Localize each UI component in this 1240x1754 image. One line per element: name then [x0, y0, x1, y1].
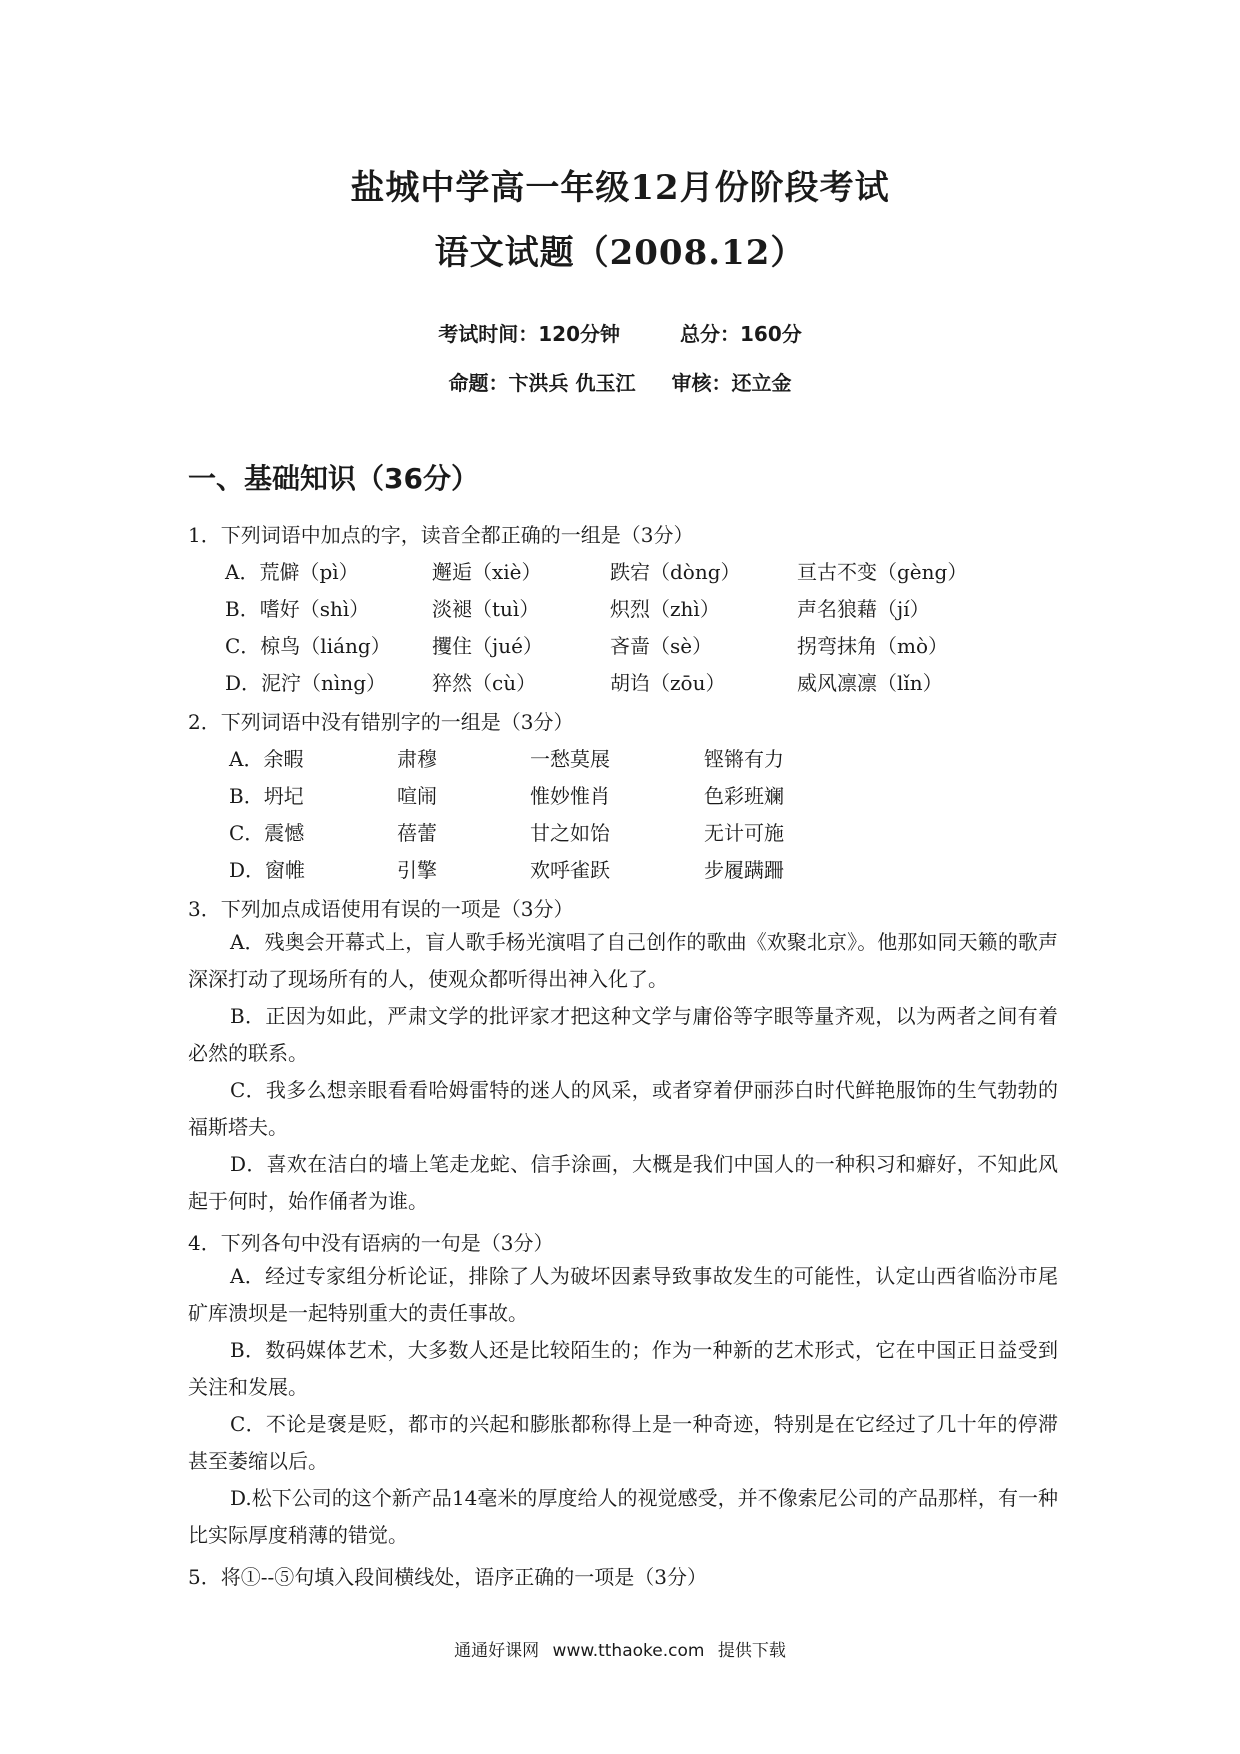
q2-option-c-3: 甘之如饴 — [530, 821, 610, 845]
q1-option-a-3: 跌宕（dòng） — [610, 560, 741, 584]
question-2-stem: 2．下列词语中没有错别字的一组是（3分） — [188, 710, 574, 734]
q2-option-d-2: 引擎 — [397, 858, 437, 882]
exam-time: 考试时间：120分钟 — [438, 322, 620, 346]
page-subtitle: 语文试题（2008.12） — [434, 233, 806, 273]
q3-option-b: B．正因为如此，严肃文学的批评家才把这种文学与庸俗等字眼等量齐观，以为两者之间有着必然的联系。 — [188, 1004, 1058, 1065]
q2-option-c-4: 无计可施 — [704, 821, 784, 845]
q4-option-b: B．数码媒体艺术，大多数人还是比较陌生的；作为一种新的艺术形式，它在中国正日益受到关注和发展。 — [188, 1338, 1058, 1399]
q1-option-d-1: D．泥泞（nìng） — [225, 671, 386, 695]
q3-option-a: A．残奥会开幕式上，盲人歌手杨光演唱了自己创作的歌曲《欢聚北京》。他那如同天籁的歌声深深打动了现场所有的人，使观众都听得出神入化了。 — [188, 930, 1058, 991]
q1-option-c-3: 吝啬（sè） — [610, 634, 713, 658]
footer-url: www.tthaoke.com — [552, 1641, 705, 1661]
q1-option-a-1: A．荒僻（pì） — [225, 560, 359, 584]
q4-option-a: A．经过专家组分析论证，排除了人为破坏因素导致事故发生的可能性，认定山西省临汾市尾矿库溃坝是一起特别重大的责任事故。 — [188, 1264, 1058, 1325]
question-1-stem: 1．下列词语中加点的字，读音全都正确的一组是（3分） — [188, 523, 694, 547]
page-title: 盐城中学高一年级12月份阶段考试 — [350, 168, 890, 208]
q2-option-b-1: B．坍圮 — [229, 784, 304, 808]
q2-option-a-4: 铿锵有力 — [704, 747, 784, 771]
q2-option-c-2: 蓓蕾 — [397, 821, 437, 845]
section-heading: 一、基础知识（36分） — [188, 462, 479, 495]
question-5-stem: 5．将①--⑤句填入段间横线处，语序正确的一项是（3分） — [188, 1565, 707, 1589]
q1-option-c-1: C．椋鸟（liáng） — [225, 634, 391, 658]
q3-option-c: C．我多么想亲眼看看哈姆雷特的迷人的风采，或者穿着伊丽莎白时代鲜艳服饰的生气勃勃的福斯塔夫。 — [188, 1078, 1058, 1139]
total-score: 总分：160分 — [680, 322, 802, 346]
q1-option-c-4: 拐弯抹角（mò） — [797, 634, 949, 658]
footer-site-name: 通通好课网 — [454, 1641, 540, 1661]
q2-option-a-2: 肃穆 — [397, 747, 437, 771]
q2-option-c-1: C．震憾 — [229, 821, 305, 845]
q1-option-d-3: 胡诌（zōu） — [610, 671, 726, 695]
q1-option-b-2: 淡褪（tuì） — [432, 597, 540, 621]
q1-option-b-1: B．嗜好（shì） — [225, 597, 370, 621]
q4-option-c: C．不论是褒是贬，都市的兴起和膨胀都称得上是一种奇迹，特别是在它经过了几十年的停滞甚至萎缩以后。 — [188, 1412, 1058, 1473]
q2-option-b-4: 色彩班斓 — [704, 784, 784, 808]
q2-option-a-3: 一愁莫展 — [530, 747, 610, 771]
q3-option-d: D．喜欢在洁白的墙上笔走龙蛇、信手涂画，大概是我们中国人的一种积习和癖好，不知此风起于何时，始作俑者为谁。 — [188, 1152, 1058, 1213]
question-3-stem: 3．下列加点成语使用有误的一项是（3分） — [188, 897, 574, 921]
q2-option-b-3: 惟妙惟肖 — [530, 784, 610, 808]
authors-line — [0, 367, 1240, 396]
q1-option-d-2: 猝然（cù） — [432, 671, 537, 695]
q2-option-d-3: 欢呼雀跃 — [530, 858, 610, 882]
q1-option-d-4: 威风凛凛（lǐn） — [797, 671, 943, 695]
question-4-stem: 4．下列各句中没有语病的一句是（3分） — [188, 1231, 554, 1255]
reviewer: 审核：还立金 — [671, 371, 792, 395]
q1-option-b-4: 声名狼藉（jí） — [797, 597, 930, 621]
q2-option-a-1: A．余暇 — [229, 747, 304, 771]
q4-option-d: D.松下公司的这个新产品14毫米的厚度给人的视觉感受，并不像索尼公司的产品那样，有一种比实际厚度稍薄的错觉。 — [188, 1486, 1058, 1547]
page-footer — [0, 1636, 1240, 1661]
q1-option-a-2: 邂逅（xiè） — [432, 560, 542, 584]
q1-option-c-2: 攫住（jué） — [432, 634, 543, 658]
q1-option-a-4: 亘古不变（gèng） — [797, 560, 968, 584]
footer-note: 提供下载 — [717, 1641, 786, 1661]
q2-option-d-1: D．窗帷 — [229, 858, 306, 882]
exam-info-line — [0, 318, 1240, 347]
q1-option-b-3: 炽烈（zhì） — [610, 597, 720, 621]
q2-option-d-4: 步履蹒跚 — [704, 858, 784, 882]
question-authors: 命题：卞洪兵 仇玉江 — [448, 371, 636, 395]
q2-option-b-2: 喧闹 — [397, 784, 437, 808]
